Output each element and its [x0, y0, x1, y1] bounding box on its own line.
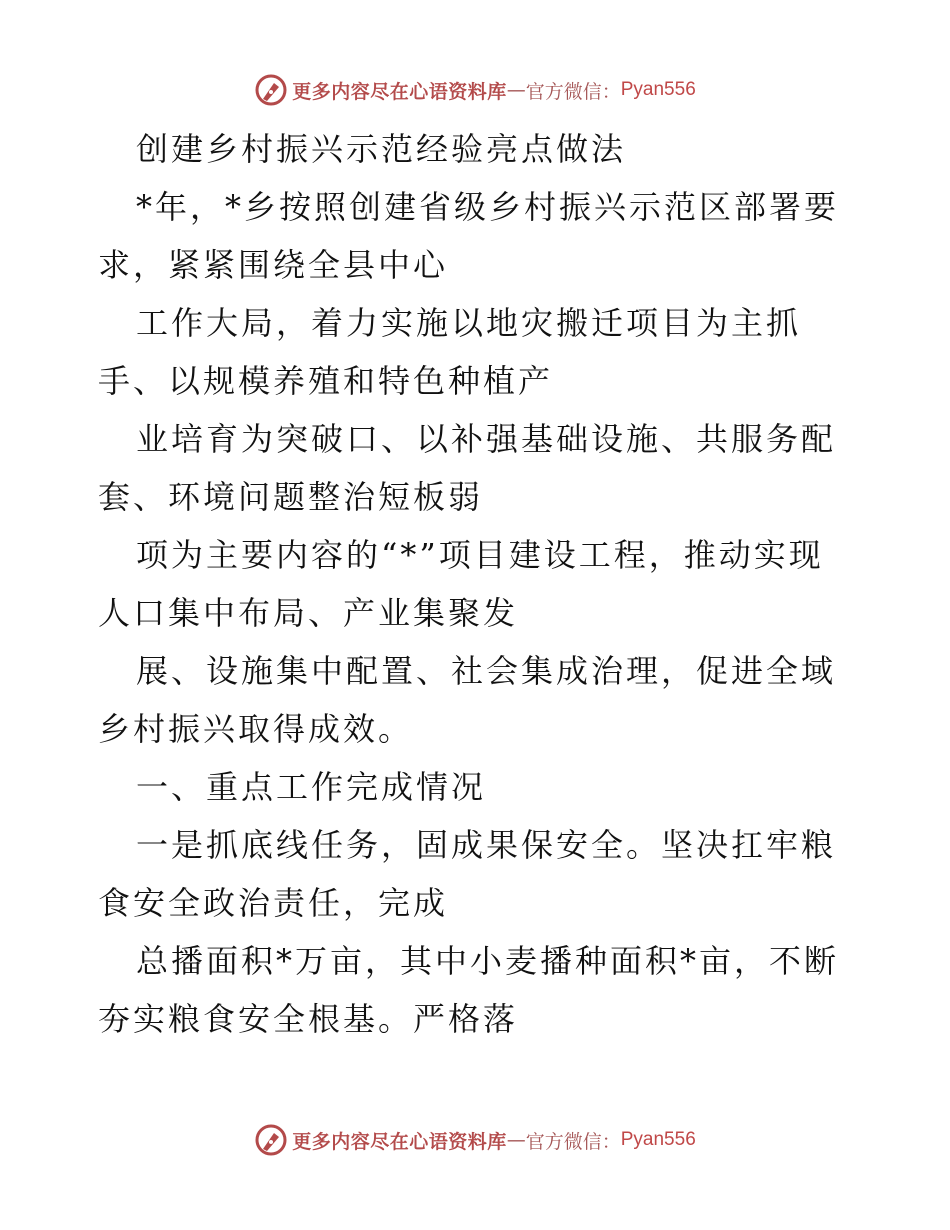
paragraph: 总播面积*万亩，其中小麦播种面积*亩，不断夯实粮食安全根基。严格落: [98, 942, 840, 1038]
watermark-contact-label: 官方微信：: [525, 1130, 621, 1153]
document-body: [98, 120, 858, 1048]
paragraph: 项为主要内容的“*”项目建设工程，推动实现人口集中布局、产业集聚发: [98, 536, 824, 632]
paragraph: 工作大局，着力实施以地灾搬迁项目为主抓手、以规模养殖和特色种植产: [98, 304, 802, 400]
watermark-contact-label: 官方微信：: [525, 80, 621, 103]
paragraph: 业培育为突破口、以补强基础设施、共服务配套、环境问题整治短板弱: [98, 420, 837, 516]
document-title: 创建乡村振兴示范经验亮点做法: [136, 130, 627, 168]
paragraph: 一是抓底线任务，固成果保安全。坚决扛牢粮食安全政治责任，完成: [98, 826, 837, 922]
watermark-contact-id: Pyan556: [620, 79, 696, 100]
watermark-dash: —: [506, 79, 526, 101]
pen-nib-logo-icon: [254, 73, 288, 107]
watermark-brand: 更多内容尽在心语资料库: [292, 80, 507, 103]
watermark-contact-id: Pyan556: [620, 1129, 696, 1150]
footer-watermark: [0, 1120, 950, 1160]
header-watermark: [0, 70, 950, 110]
pen-nib-logo-icon: [254, 1123, 288, 1157]
paragraph: 展、设施集中配置、社会集成治理，促进全域乡村振兴取得成效。: [98, 652, 837, 748]
watermark-dash: —: [506, 1129, 526, 1151]
paragraph: *年，*乡按照创建省级乡村振兴示范区部署要求，紧紧围绕全县中心: [98, 188, 840, 284]
watermark-brand: 更多内容尽在心语资料库: [292, 1130, 507, 1153]
section-heading: 一、重点工作完成情况: [136, 768, 487, 806]
